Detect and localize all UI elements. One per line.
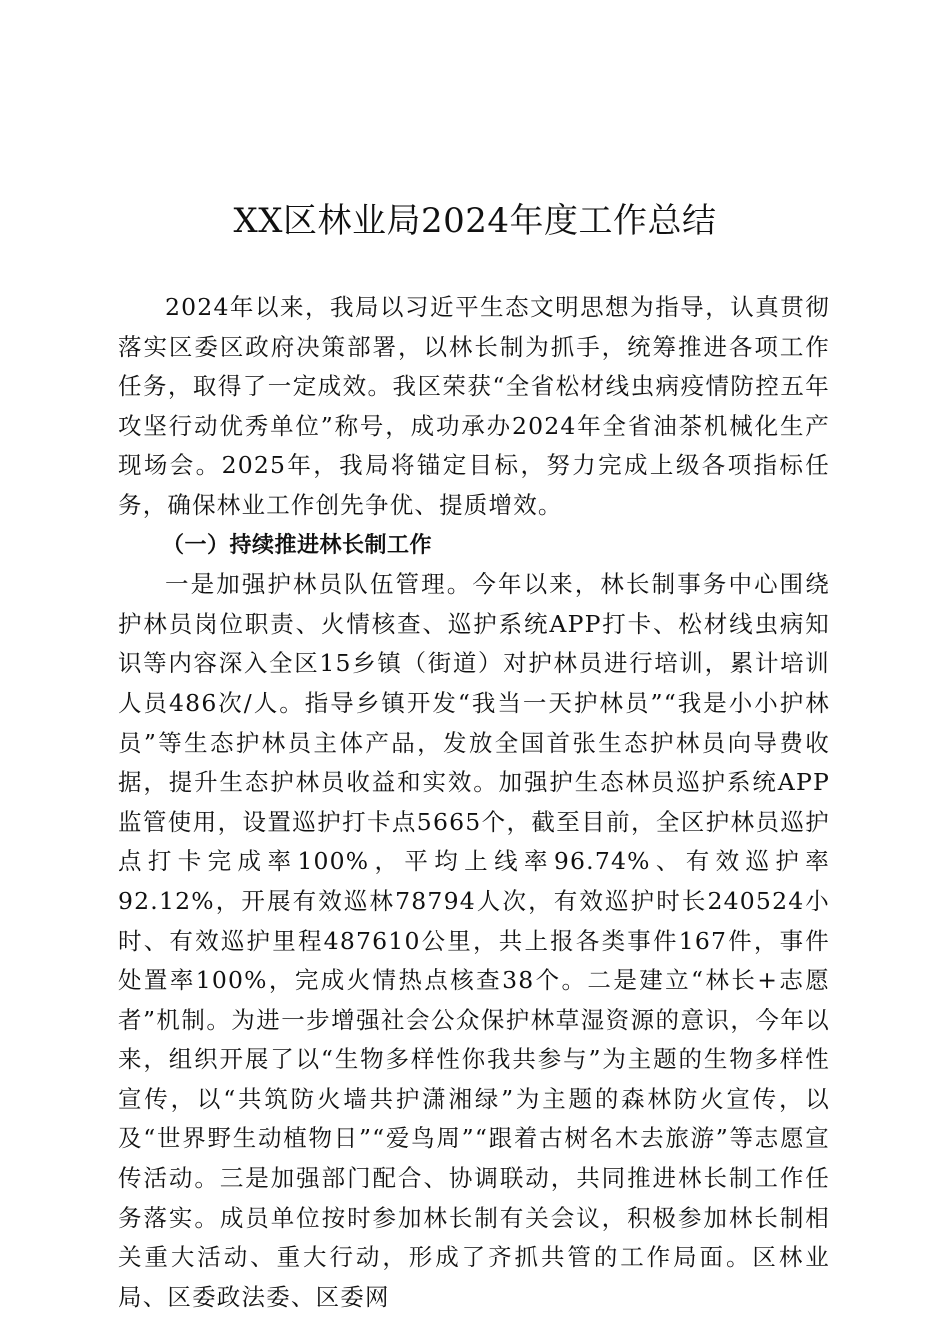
intro-paragraph: 2024年以来，我局以习近平生态文明思想为指导，认真贯彻落实区委区政府决策部署，以林长制为抓手，统筹推进各项工作任务，取得了一定成效。我区荣获“全省松材线虫病疫情防控五年攻坚行动优秀单位”称号，成功承办2024年全省油茶机械化生产现场会。2025年，我局将锚定目标，努力完成上级各项指标任务，确保林业工作创先争优、提质增效。 <box>118 293 830 519</box>
document-title: XX区林业局2024年度工作总结 <box>233 201 717 241</box>
document-body <box>118 288 830 1317</box>
section-paragraph: 一是加强护林员队伍管理。今年以来，林长制事务中心围绕护林员岗位职责、火情核查、巡护系统APP打卡、松材线虫病知识等内容深入全区15乡镇（街道）对护林员进行培训，累计培训人员486次/人。指导乡镇开发“我当一天护林员”“我是小小护林员”等生态护林员主体产品，发放全国首张生态护林员向导费收据，提升生态护林员收益和实效。加强护生态林员巡护系统APP监管使用，设置巡护打卡点5665个，截至目前，全区护林员巡护点打卡完成率100%，平均上线率96.74%、有效巡护率92.12%，开展有效巡林78794人次，有效巡护时长240524小时、有效巡护里程487610公里，共上报各类事件167件，事件处置率100%，完成火情热点核查38个。二是建立“林长+志愿者”机制。为进一步增强社会公众保护林草湿资源的意识，今年以来，组织开展了以“生物多样性你我共参与”为主题的生物多样性宣传，以“共筑防火墙共护潇湘绿”为主题的森林防火宣传，以及“世界野生动植物日”“爱鸟周”“跟着古树名木去旅游”等志愿宣传活动。三是加强部门配合、协调联动，共同推进林长制工作任务落实。成员单位按时参加林长制有关会议，积极参加林长制相关重大活动、重大行动，形成了齐抓共管的工作局面。区林业局、区委政法委、区委网 <box>118 570 830 1311</box>
section-heading: （一）持续推进林长制工作 <box>162 531 433 558</box>
